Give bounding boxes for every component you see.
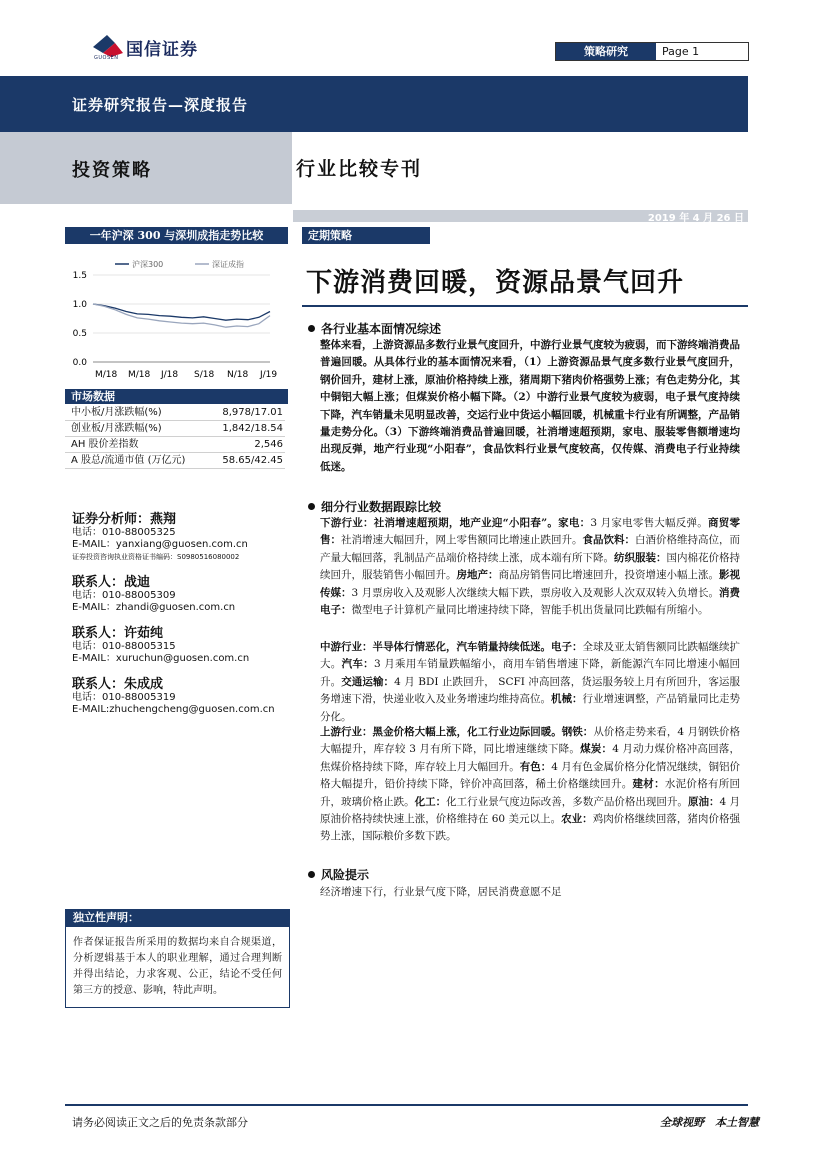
x-tick-label: J/19: [260, 370, 278, 380]
contact-name: 联系人：战迪: [72, 575, 151, 590]
index-trend-chart: [65, 250, 288, 385]
market-value: 8,978/17.01: [222, 407, 283, 418]
market-value: 1,842/18.54: [222, 423, 283, 434]
market-data-table: [65, 405, 285, 469]
downstream-lead: 下游行业：社消增速超预期，地产业迎“小阳春”。: [320, 517, 559, 529]
footer-divider: [65, 1104, 748, 1106]
contact-phone: 电话：010-88005315: [72, 641, 176, 652]
legend-label: 深证成指: [212, 260, 244, 269]
report-type-band: [0, 76, 748, 132]
sub-title: 行业比较专刊: [296, 158, 423, 180]
date-bar: [293, 210, 748, 222]
footer-disclaimer: 请务必阅读正文之后的免责条款部分: [72, 1116, 248, 1129]
market-label: AH 股价差指数: [71, 439, 139, 450]
disclaimer-title: 独立性声明：: [65, 909, 290, 926]
section-band: [0, 132, 292, 204]
chart-title: 一年沪深 300 与深圳成指走势比较: [65, 227, 288, 244]
section-title: 投资策略: [72, 160, 152, 181]
contact-phone: 电话：010-88005319: [72, 692, 176, 703]
headline: 下游消费回暖，资源品景气回升: [306, 268, 685, 298]
market-row: [65, 437, 285, 453]
report-date: 2019 年 4 月 26 日: [647, 213, 744, 224]
upstream-lead: 上游行业：黑金价格大幅上涨，化工行业边际回暖。: [320, 726, 562, 738]
market-label: 中小板/月涨跌幅(%): [71, 407, 162, 418]
contact-email[interactable]: E-MAIL：zhandi@guosen.com.cn: [72, 602, 236, 613]
midstream-lead: 中游行业：半导体行情恶化，汽车销量持续低迷。: [320, 641, 551, 653]
report-tag: 定期策略: [302, 227, 430, 244]
contact-name: 联系人：许茹纯: [72, 626, 164, 641]
market-row: [65, 421, 285, 437]
x-tick-label: M/18: [95, 370, 118, 380]
series-line: [93, 304, 270, 327]
analyst-phone: 电话：010-88005325: [72, 527, 176, 538]
contact-name: 联系人：朱成成: [72, 677, 164, 692]
logo-subtitle: GUOSEN: [94, 55, 119, 61]
y-tick-label: 0.0: [72, 358, 87, 368]
contact-email[interactable]: E-MAIL:zhuchengcheng@guosen.com.cn: [72, 704, 275, 715]
analyst-cert: 证券投资咨询执业资格证书编码：S0980516080002: [72, 553, 240, 561]
analyst-list: [72, 500, 297, 716]
analyst-name: 证券分析师：燕翔: [72, 512, 177, 527]
upstream-paragraph: 上游行业：黑金价格大幅上涨，化工行业边际回暖。钢铁：从价格走势来看，4 月钢铁价格大幅提升，库存较 3 月有所下降，同比增速继续下降。煤炭：4 月动力煤价格冲高回落，焦煤价格持续下降，库存较上月大幅回升。有色：4 月有色金属价格分化情况继续，铜铝价格大幅提升，铅价持续下降，锌价冲高回落，稀土价格继续回升。建材：水泥价格有所回升，玻璃价格止跌。化工：化工行业景气度边际改善，多数产品价格出现回升。原油：4 月原油价格持续快速上涨，价格维持在 60 美元以上。农业：鸡肉价格继续回落，猪肉价格强势上涨，国际粮价多数下跌。: [320, 726, 741, 843]
market-value: 2,546: [254, 439, 283, 450]
x-tick-label: S/18: [194, 370, 215, 380]
y-tick-label: 1.0: [72, 300, 87, 310]
section-heading: 细分行业数据跟踪比较: [308, 498, 441, 515]
x-tick-label: J/18: [161, 370, 179, 380]
y-tick-label: 1.5: [72, 271, 87, 281]
market-label: A 股总/流通市值 (万亿元): [71, 455, 186, 466]
header-tab: [555, 42, 749, 61]
contact-email[interactable]: E-MAIL：xuruchun@guosen.com.cn: [72, 653, 250, 664]
disclaimer-text: 作者保证报告所采用的数据均来自合规渠道，分析逻辑基于本人的职业理解，通过合理判断并得出结论，力求客观、公正，结论不受任何第三方的授意、影响，特此声明。: [65, 926, 290, 1008]
contact-phone: 电话：010-88005309: [72, 590, 176, 601]
footer-slogan: 全球视野 本土智慧: [660, 1116, 759, 1129]
downstream-paragraph: 下游行业：社消增速超预期，地产业迎“小阳春”。家电：3 月家电零售大幅反弹。商贸零售：社消增速大幅回升，网上零售额同比增速止跌回升。食品饮料：白酒价格维持高位，而产量大幅回落，乳制品产品端价格持续上涨，成本端有所下降。纺织服装：国内棉花价格持续回升，服装销售小幅回升。房地产：商品房销售同比增速回升，投资增速小幅上涨。影视传媒：3 月票房收入及观影人次继续大幅下跌，票房收入及观影人次双双转入负增长。消费电子：微型电子计算机产量同比增速持续下降，智能手机出货量同比跌幅有所缩小。: [320, 517, 740, 617]
legend-label: 沪深300: [132, 260, 164, 269]
page-number: Page 1: [662, 45, 700, 58]
section-heading: 各行业基本面情况综述: [308, 320, 441, 337]
section-heading: 风险提示: [308, 866, 369, 883]
headline-divider: [302, 305, 748, 307]
market-value: 58.65/42.45: [222, 455, 283, 466]
y-tick-label: 0.5: [72, 329, 87, 339]
x-tick-label: N/18: [227, 370, 249, 380]
logo-name: 国信证券: [126, 40, 198, 60]
market-data-title: 市场数据: [65, 389, 288, 404]
analyst-email[interactable]: E-MAIL：yanxiang@guosen.com.cn: [72, 539, 248, 550]
market-label: 创业板/月涨跌幅(%): [71, 423, 162, 434]
bullet-icon: [308, 871, 315, 878]
bullet-icon: [308, 325, 315, 332]
x-tick-label: M/18: [128, 370, 151, 380]
market-row: [65, 453, 285, 469]
bullet-icon: [308, 503, 315, 510]
midstream-paragraph: 中游行业：半导体行情恶化，汽车销量持续低迷。电子：全球及亚太销售额同比跌幅继续扩大。汽车：3 月乘用车销量跌幅缩小，商用车销售增速下降，新能源汽车同比增速小幅回升。交通运输：4 月 BDI 止跌回升， SCFI 冲高回落，货运服务较上月有所回升，客运服务增速下滑，快递业收入及业务增速均维持高位。机械：行业增速调整，产品销量同比走势分化。: [320, 641, 741, 723]
header-category: 策略研究: [556, 43, 656, 60]
market-row: [65, 405, 285, 421]
summary-paragraph: 整体来看，上游资源品多数行业景气度回升，中游行业景气度较为疲弱，而下游终端消费品普遍回暖。从具体行业的基本面情况来看，（1）上游资源品景气度多数行业景气度回升，钢价回升，建材上涨，原油价格持续上涨，猪周期下猪肉价格强势上涨；有色走势分化，其中铜铝大幅上涨；但煤炭价格小幅下降。（2）中游行业景气度较为疲弱，电子景气度持续下降，汽车销量未见明显改善，交运行业中货运小幅回暖，机械重卡行业有所调整，产品销量走势分化。（3）下游终端消费品普遍回暖，社消增速超预期，家电、服装零售额增速均出现反弹，地产行业现“小阳春”，食品饮料行业景气度较高，仅传媒、消费电子行业持续低迷。: [320, 339, 740, 473]
report-type: 证券研究报告—深度报告: [72, 96, 249, 114]
risk-text: 经济增速下行，行业景气度下降，居民消费意愿不足: [320, 886, 562, 898]
